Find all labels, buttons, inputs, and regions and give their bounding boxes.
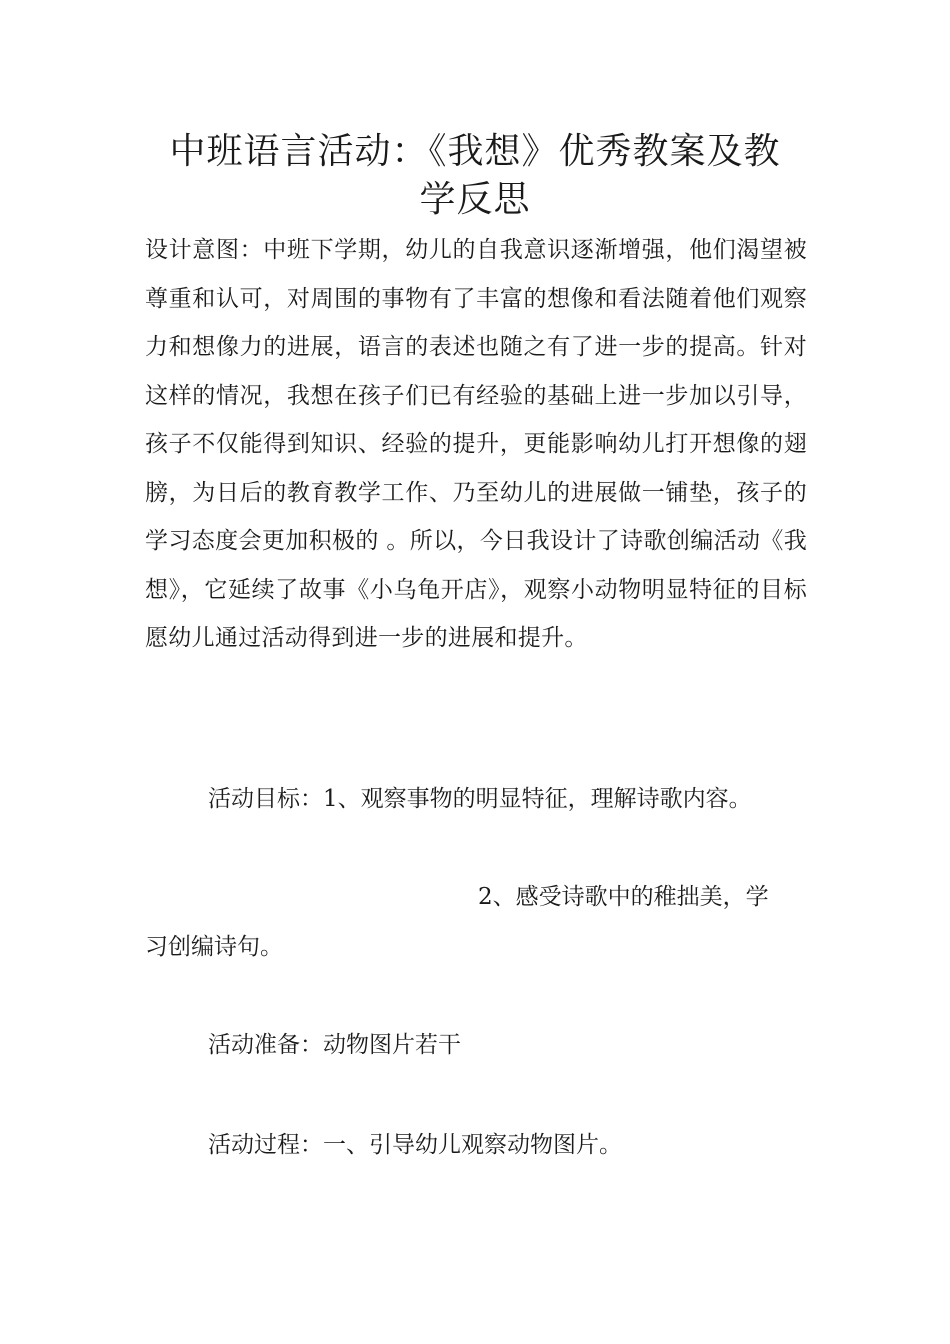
process-line: 活动过程：一、引导幼儿观察动物图片。 xyxy=(208,1132,622,1158)
document-title xyxy=(120,128,830,224)
preparation-line: 活动准备：动物图片若干 xyxy=(208,1032,461,1058)
goal-2-part-1: 2、感受诗歌中的稚拙美，学 xyxy=(478,884,769,910)
title-line-2: 学反思 xyxy=(419,179,531,220)
title-line-1: 中班语言活动：《我想》优秀教案及教 xyxy=(169,131,781,172)
design-intent-paragraph: 设计意图：中班下学期，幼儿的自我意识逐渐增强，他们渴望被尊重和认可，对周围的事物有了丰富的想像和看法随着他们观察力和想像力的进展，语言的表述也随之有了进一步的提高。针对这样的情况，我想在孩子们已有经验的基础上进一步加以引导，孩子不仅能得到知识、经验的提升，更能影响幼儿打开想像的翅膀，为日后的教育教学工作、乃至幼儿的进展做一铺垫，孩子的学习态度会更加积极的 。所以，今日我设计了诗歌创编活动《我想》，它延续了故事《小乌龟开店》，观察小动物明显特征的目标愿幼儿通过活动得到进一步的进展和提升。 xyxy=(145,237,807,651)
goal-2-part-2: 习创编诗句。 xyxy=(145,934,283,960)
goal-1: 活动目标：1、观察事物的明显特征，理解诗歌内容。 xyxy=(208,786,752,812)
